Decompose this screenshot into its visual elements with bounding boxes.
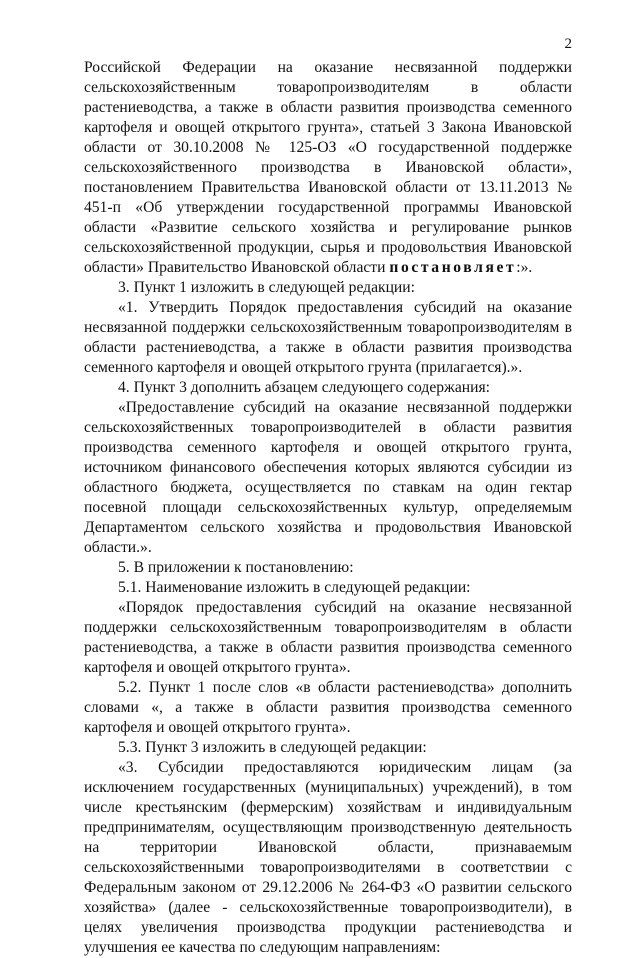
paragraph-item-4-text: «Предоставление субсидий на оказание несвязанной поддержки сельскохозяйственных товаропроизводителей в области развития производства семенного картофеля и овощей открытого грунта, источником финансового обеспечения которых являются субсидии из областного бюджета, осуществляется по ставкам на один гектар посевной площади сельскохозяйственных культур, определяемым Департаментом сельского хозяйства и продовольствия Ивановской области.». [84,399,572,556]
page-number: 2 [564,36,572,52]
document-body [84,58,572,958]
preamble-ending: :». [516,259,533,276]
paragraph-item-4: 4. Пункт 3 дополнить абзацем следующего содержания: [118,379,490,396]
paragraph-item-3-text: «1. Утвердить Порядок предоставления субсидий на оказание несвязанной поддержки сельскохозяйственным товаропроизводителям в области растениеводства, а также в области развития производства семенного картофеля и овощей открытого грунта (прилагается).». [84,299,572,376]
paragraph-item-5: 5. В приложении к постановлению: [118,559,354,576]
paragraph-item-5-2: 5.2. Пункт 1 после слов «в области растениеводства» дополнить словами «, а также в области развития производства семенного картофеля и овощей открытого грунта». [84,679,572,736]
paragraph-item-3: 3. Пункт 1 изложить в следующей редакции: [118,279,415,296]
paragraph-item-5-1: 5.1. Наименование изложить в следующей редакции: [118,579,471,596]
paragraph-preamble [84,58,572,278]
paragraph-item-5-1-text: «Порядок предоставления субсидий на оказание несвязанной поддержки сельскохозяйственным товаропроизводителям в области растениеводства, а также в области развития производства семенного картофеля и овощей открытого грунта». [84,599,572,676]
paragraph-item-5-3-text: «3. Субсидии предоставляются юридическим лицам (за исключением государственных (муниципальных) учреждений), в том числе крестьянским (фермерским) хозяйствам и индивидуальным предпринимателям, осуществляющим производственную деятельность на территории Ивановской области, признаваемым сельскохозяйственными товаропроизводителями в соответствии с Федеральным законом от 29.12.2006 № 264-ФЗ «О развитии сельского хозяйства» (далее - сельскохозяйственные товаропроизводители), в целях увеличения производства продукции растениеводства и улучшения ее качества по следующим направлениям: [84,759,572,956]
paragraph-item-5-3: 5.3. Пункт 3 изложить в следующей редакции: [118,739,427,756]
decree-keyword: постановляет [389,259,517,276]
preamble-text: Российской Федерации на оказание несвязанной поддержки сельскохозяйственным товаропроизводителям в области растениеводства, а также в области развития производства семенного картофеля и овощей открытого грунта», статьей 3 Закона Ивановской области от 30.10.2008 № 125-ОЗ «О государственной поддержке сельскохозяйственного производства в Ивановской области», постановлением Правительства Ивановской области от 13.11.2013 № 451-п «Об утверждении государственной программы Ивановской области «Развитие сельского хозяйства и регулирование рынков сельскохозяйственной продукции, сырья и продовольствия Ивановской области» Правительство Ивановской области [84,59,572,276]
